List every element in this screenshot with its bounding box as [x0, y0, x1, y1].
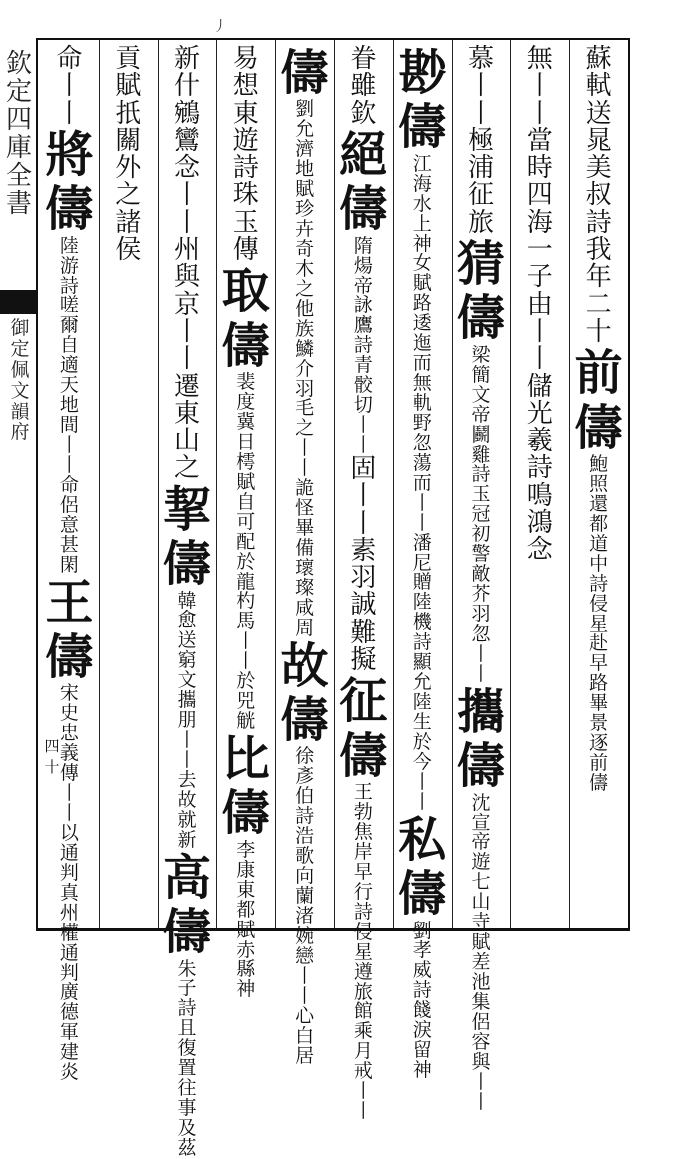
column-rule	[275, 40, 276, 928]
body-text: 州 與 京 丨 丨 遷 東 山 之	[173, 235, 200, 484]
citation-note: 王 勃 焦 岸 早 行 詩 侵 星 遵 旅 館 乘 月 戒 丨 丨	[353, 781, 373, 1123]
bottom-border	[36, 928, 630, 931]
entry-heading: 私 儔	[398, 811, 447, 923]
text-column	[275, 45, 334, 1067]
body-text: 極 浦 征 旅	[467, 125, 494, 238]
entry-heading: 儔	[280, 45, 329, 101]
entry-heading: 故 儔	[280, 637, 329, 749]
entry-heading: 猜 儔	[456, 236, 505, 347]
citation-note: 朱 子 詩 且 復 置 往 事 及 茲	[177, 957, 197, 1159]
text-column	[452, 44, 511, 1113]
entry-heading: 尠 儔	[398, 45, 447, 156]
body-text: 易 想 東 遊 詩 珠 玉 傳	[232, 44, 259, 266]
body-text: 新 什 鵷 鸞 念 丨 丨	[173, 44, 200, 238]
margin-black-tab	[0, 290, 36, 314]
text-column	[158, 44, 217, 1159]
citation-note: 劉 孝 威 詩 餞 淚 留 神	[412, 919, 432, 1082]
column-rule	[452, 40, 453, 928]
body-text: 丨 丨 儲 光 羲 詩 鳴 鴻 念	[526, 316, 553, 566]
text-column	[510, 46, 569, 926]
margin-book-name	[8, 318, 32, 443]
citation-note: 江 海 水 上 神 女 賦 路 逶 迤 而 無 軌 野 忽 蕩 而 丨 丨 潘 尼 贈 陸 機 詩 顯 允 陸 生 於 今 丨 丨	[412, 152, 432, 813]
margin-book-text: 御 定 佩 文 韻 府	[10, 317, 30, 444]
citation-note: 徐 彥 伯 詩 浩 歌 向 蘭 渚 婉 戀 丨 丨 心 白 居	[295, 745, 315, 1067]
entry-heading: 取 儔	[221, 263, 270, 374]
citation-note: 梁 簡 文 帝 鬬 雞 詩 玉 冠 初 警 敵 芥 羽 忽 丨 丨	[471, 343, 491, 685]
citation-note: 裴 度 冀 日 樗 賦 自 可 配 於 龍 杓 馬 丨 丨 於 兕 觥	[236, 371, 256, 733]
entry-heading: 前 儔	[574, 345, 623, 456]
text-column	[334, 44, 393, 1123]
column-rule	[510, 40, 511, 928]
entry-heading: 征 儔	[339, 673, 388, 784]
column-rule	[99, 40, 100, 928]
margin-book-title	[4, 50, 34, 218]
text-column	[393, 45, 452, 1082]
body-text: 固 丨 丨 素 羽 誠 難 擬	[350, 453, 377, 676]
body-text: 無 丨 丨 當 時 四 海 一 子 由	[526, 44, 553, 320]
text-column	[216, 44, 275, 1001]
citation-note: 陸 游 詩 嗟 爾 自 適 天 地 間 丨 丨 命 侶 意 甚 閑	[59, 234, 79, 576]
column-rule	[216, 40, 217, 928]
entry-heading: 王 儔	[45, 574, 94, 685]
body-text: 蘇 軾 送 晁 美 叔 詩 我 年 二 十	[585, 44, 612, 347]
margin-title-text: 欽 定 四 庫 全 書	[5, 49, 32, 220]
citation-note: 宋 史 忠 義 傳 丨 丨 以 通 判 真 州 權 通 判 廣 德 軍 建 炎	[59, 682, 79, 1084]
citation-note: 鮑 照 還 都 道 中 詩 侵 星 赴 早 路 畢 景 逐 前 儔	[589, 453, 609, 795]
citation-note: 沈 宣 帝 遊 七 山 寺 賦 差 池 集 侶 容 與 丨 丨	[471, 791, 491, 1113]
citation-note: 韓 愈 送 窮 文 攜 朋 丨 丨 去 故 就 新	[177, 589, 197, 851]
body-text: 慕 丨 丨	[467, 44, 494, 129]
citation-note: 劉 允 濟 地 賦 珍 卉 奇 木 之 他 族 鱗 介 羽 毛 之 丨 丨 詭 怪 畢 備 瓌 璨 咸 周	[295, 98, 315, 639]
body-text: 貢 賦 扺 關 外 之 諸 侯	[115, 44, 142, 266]
citation-note: 隋 煬 帝 詠 鷹 詩 青 骹 切 丨 丨	[353, 234, 373, 457]
top-mark: 丿	[213, 19, 227, 35]
column-rule	[569, 40, 570, 928]
page-number-text: 四 十	[44, 737, 60, 776]
column-rule	[393, 40, 394, 928]
entry-heading: 攜 儔	[456, 683, 505, 795]
entry-heading: 絕 儔	[339, 126, 388, 238]
column-rule	[158, 40, 159, 928]
citation-note: 李 康 東 都 賦 赤 縣 神	[236, 838, 256, 1001]
text-column	[40, 44, 99, 1084]
body-text: 眷 雖 欽	[350, 44, 377, 129]
text-column	[569, 46, 628, 926]
text-column	[99, 46, 158, 926]
column-rule	[334, 40, 335, 928]
entry-heading: 比 儔	[221, 731, 270, 842]
entry-heading: 挈 儔	[162, 481, 211, 593]
entry-heading: 將 儔	[45, 126, 94, 238]
body-text: 命 丨 丨	[56, 44, 83, 129]
entry-heading: 高 儔	[162, 849, 211, 961]
